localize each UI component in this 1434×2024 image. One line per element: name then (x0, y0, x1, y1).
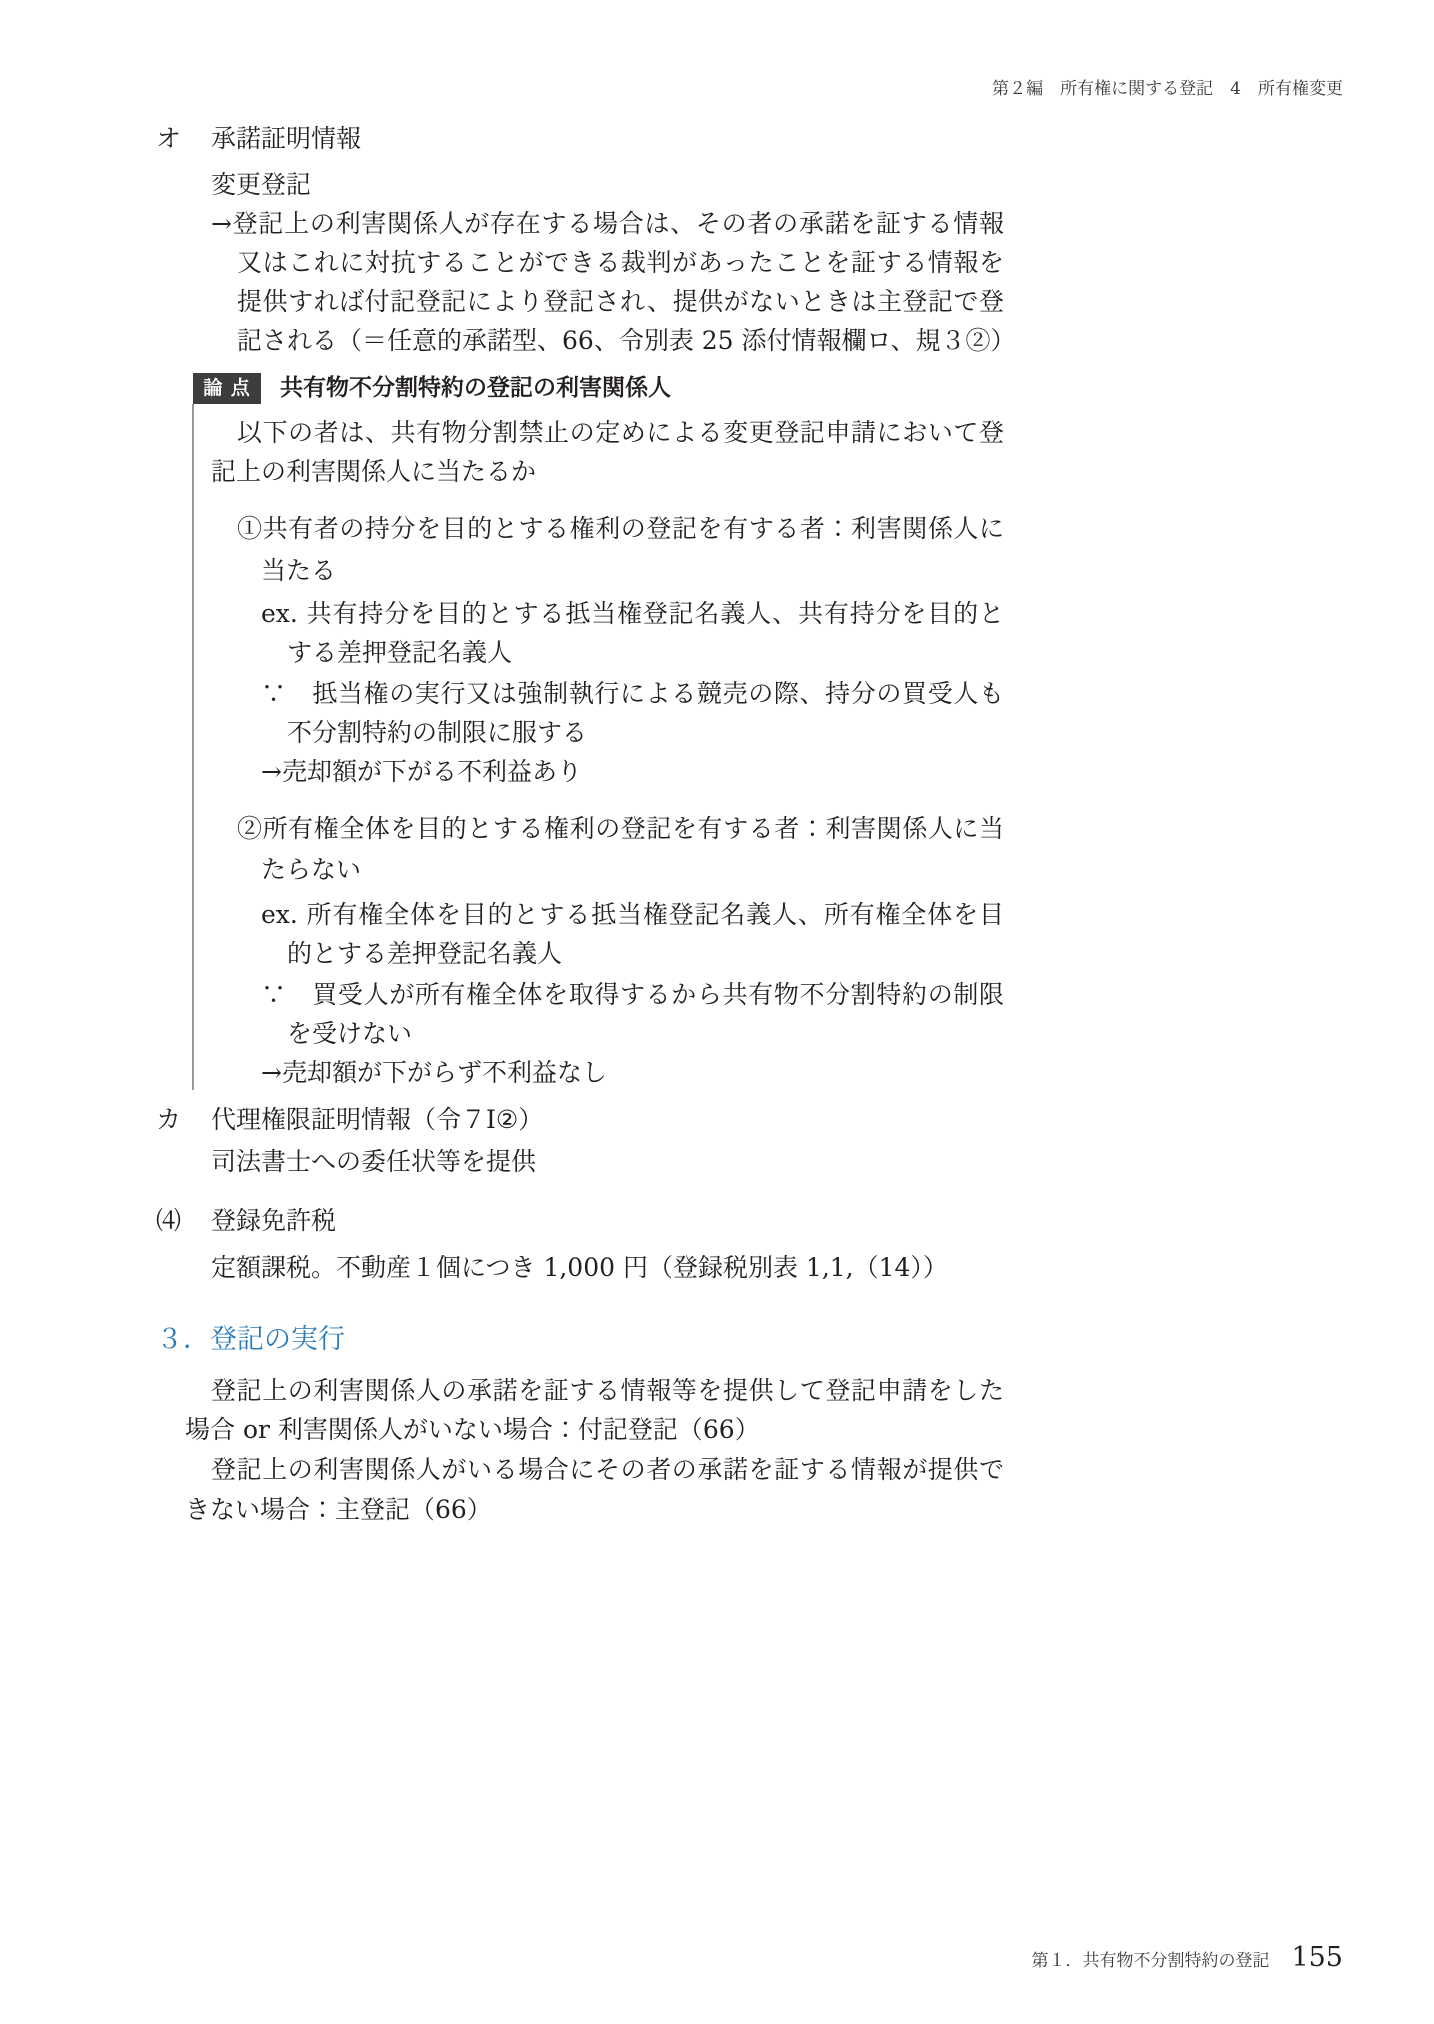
case-1-example-line-1: ex. 共有持分を目的とする抵当権登記名義人、共有持分を目的と (261, 599, 1004, 628)
item-o-line-2: 又はこれに対抗することができる裁判があったことを証する情報を (237, 248, 1004, 277)
case-2-reason-line-1: ∵ 買受人が所有権全体を取得するから共有物不分割特約の制限 (261, 980, 1004, 1009)
item-4-title: 登録免許税 (211, 1206, 337, 1235)
case-2-reason-line-2: を受けない (287, 1019, 413, 1048)
case-2-line-2: たらない (261, 855, 362, 884)
ronten-vertical-rule (192, 404, 194, 1090)
item-ka-line-1: 司法書士への委任状等を提供 (211, 1147, 537, 1176)
item-o-line-1: →登記上の利害関係人が存在する場合は、その者の承諾を証する情報 (211, 209, 1004, 238)
section-3-line-1: 登記上の利害関係人の承諾を証する情報等を提供して登記申請をした (211, 1376, 1004, 1405)
item-o-marker: オ (156, 124, 182, 153)
item-4-marker: ⑷ (156, 1206, 182, 1235)
case-2-line-1: ②所有権全体を目的とする権利の登記を有する者：利害関係人に当 (237, 814, 1004, 843)
item-o-title: 承諾証明情報 (211, 124, 362, 153)
footer-chapter-title: 第１．共有物不分割特約の登記 (1031, 1951, 1270, 1971)
item-o-line-4: 記される（＝任意的承諾型、66、令別表 25 添付情報欄ロ、規３②） (237, 326, 1016, 355)
case-2-result: →売却額が下がらず不利益なし (261, 1058, 607, 1087)
case-1-reason-line-1: ∵ 抵当権の実行又は強制執行による競売の際、持分の買受人も (261, 679, 1004, 708)
item-ka-title: 代理権限証明情報（令７Ⅰ②） (211, 1105, 544, 1134)
ronten-intro-line-2: 記上の利害関係人に当たるか (211, 457, 537, 486)
case-1-example-line-2: する差押登記名義人 (287, 638, 513, 667)
section-3-line-2: 場合 or 利害関係人がいない場合：付記登記（66） (185, 1415, 760, 1444)
section-3-line-3: 登記上の利害関係人がいる場合にその者の承諾を証する情報が提供で (211, 1455, 1004, 1484)
section-3-line-4: きない場合：主登記（66） (185, 1495, 492, 1524)
item-o-subheading: 変更登記 (211, 170, 312, 199)
page-footer (1031, 1942, 1343, 1973)
item-4-line-1: 定額課税。不動産１個につき 1,000 円（登録税別表 1,1,（14）） (211, 1253, 948, 1282)
ronten-intro-line-1: 以下の者は、共有物分割禁止の定めによる変更登記申請において登 (237, 418, 1004, 447)
ronten-badge: 論 点 (193, 373, 261, 404)
case-1-reason-line-2: 不分割特約の制限に服する (287, 718, 588, 747)
case-1-line-2: 当たる (261, 556, 337, 585)
case-1-line-1: ①共有者の持分を目的とする権利の登記を有する者：利害関係人に (237, 514, 1004, 543)
page-number: 155 (1291, 1942, 1343, 1973)
case-2-example-line-1: ex. 所有権全体を目的とする抵当権登記名義人、所有権全体を目 (261, 900, 1004, 929)
case-1-result: →売却額が下がる不利益あり (261, 757, 582, 786)
case-2-example-line-2: 的とする差押登記名義人 (287, 939, 563, 968)
item-o-line-3: 提供すれば付記登記により登記され、提供がないときは主登記で登 (237, 287, 1004, 316)
ronten-title: 共有物不分割特約の登記の利害関係人 (280, 375, 671, 401)
running-header: 第２編 所有権に関する登記 4 所有権変更 (992, 79, 1343, 99)
item-ka-marker: カ (156, 1105, 182, 1134)
section-3-heading: ３．登記の実行 (156, 1324, 345, 1355)
